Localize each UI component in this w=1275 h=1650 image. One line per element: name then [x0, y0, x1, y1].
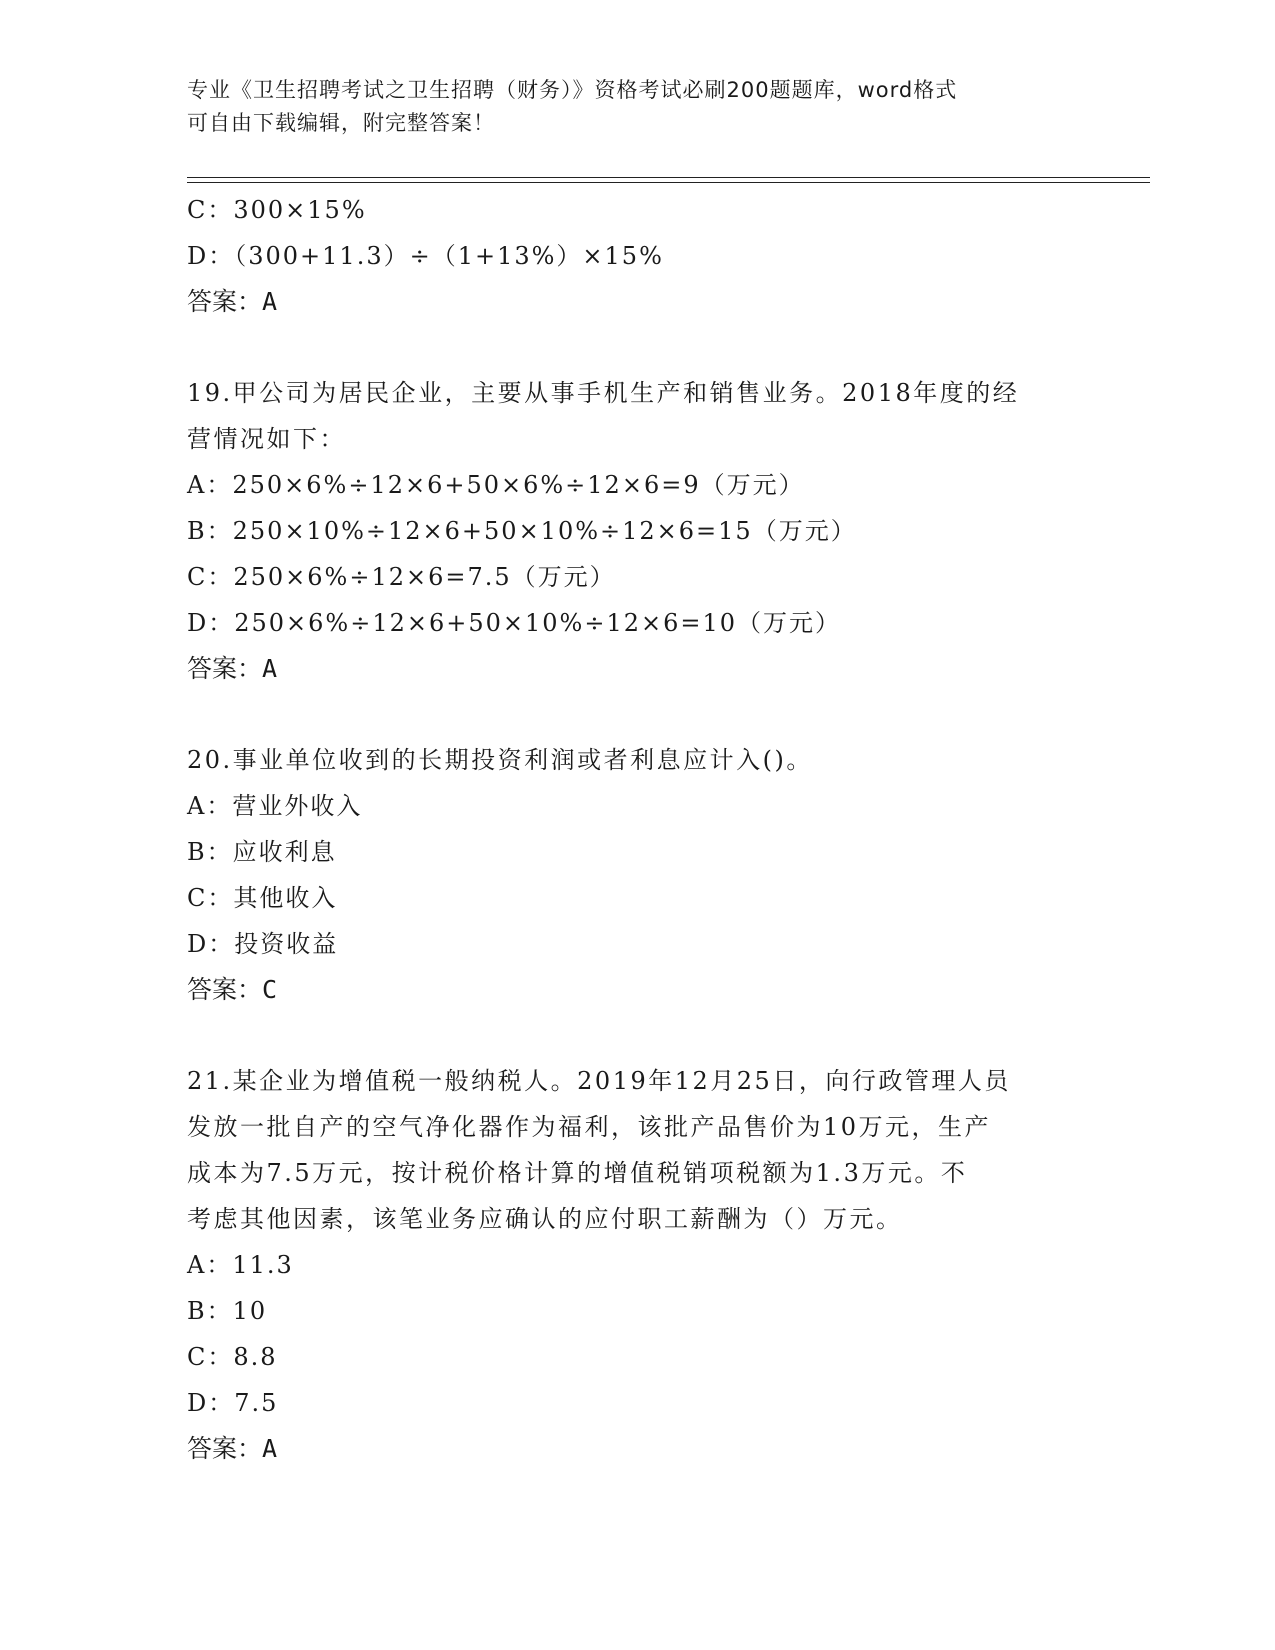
answer-value: A: [262, 287, 278, 316]
option-a: A：250×6%÷12×6+50×6%÷12×6=9（万元）: [187, 471, 805, 499]
stem-line: 考虑其他因素，该笔业务应确认的应付职工薪酬为（）万元。: [187, 1205, 903, 1233]
question-stem: [187, 737, 1087, 783]
option-b: B：250×10%÷12×6+50×10%÷12×6=15（万元）: [187, 517, 857, 545]
option-d: D：投资收益: [187, 930, 339, 958]
question-21: [187, 1058, 1087, 1472]
answer-value: C: [262, 975, 278, 1004]
question-content: [187, 187, 1087, 1472]
option-b: B：10: [187, 1297, 268, 1325]
answer-line: [187, 279, 1087, 325]
question-20: [187, 737, 1087, 1013]
answer-label: 答案：: [187, 975, 263, 1004]
stem-line: 19.甲公司为居民企业，主要从事手机生产和销售业务。2018年度的经: [187, 379, 1020, 407]
question-stem: [187, 370, 1087, 462]
option-c: C：300×15%: [187, 196, 367, 224]
answer-value: A: [262, 654, 278, 683]
stem-line: 20.事业单位收到的长期投资利润或者利息应计入()。: [187, 746, 813, 774]
option-c: C：250×6%÷12×6=7.5（万元）: [187, 563, 616, 591]
option-d: D：7.5: [187, 1389, 279, 1417]
option-d: D：（300+11.3）÷（1+13%）×15%: [187, 242, 664, 270]
option-d: D：250×6%÷12×6+50×10%÷12×6=10（万元）: [187, 609, 842, 637]
stem-line: 营情况如下：: [187, 425, 346, 453]
option-c: C：其他收入: [187, 884, 338, 912]
answer-line: [187, 967, 1087, 1013]
question-stem: [187, 1058, 1087, 1242]
answer-label: 答案：: [187, 1434, 263, 1463]
option-b: B：应收利息: [187, 838, 337, 866]
header-double-rule: [187, 177, 1150, 183]
document-header: [187, 74, 1087, 140]
answer-line: [187, 646, 1087, 692]
answer-line: [187, 1426, 1087, 1472]
option-a: A：营业外收入: [187, 792, 363, 820]
option-c: C：8.8: [187, 1343, 278, 1371]
question-19: [187, 370, 1087, 692]
answer-value: A: [262, 1434, 278, 1463]
header-title-line-1: 专业《卫生招聘考试之卫生招聘（财务）》资格考试必刷200题题库，word格式: [187, 78, 958, 102]
answer-label: 答案：: [187, 287, 263, 316]
option-a: A：11.3: [187, 1251, 294, 1279]
stem-line: 成本为7.5万元，按计税价格计算的增值税销项税额为1.3万元。不: [187, 1159, 968, 1187]
question-18-tail: [187, 187, 1087, 325]
stem-line: 发放一批自产的空气净化器作为福利，该批产品售价为10万元，生产: [187, 1113, 992, 1141]
stem-line: 21.某企业为增值税一般纳税人。2019年12月25日，向行政管理人员: [187, 1067, 1011, 1095]
header-title-line-2: 可自由下载编辑，附完整答案！: [187, 111, 495, 135]
answer-label: 答案：: [187, 654, 263, 683]
